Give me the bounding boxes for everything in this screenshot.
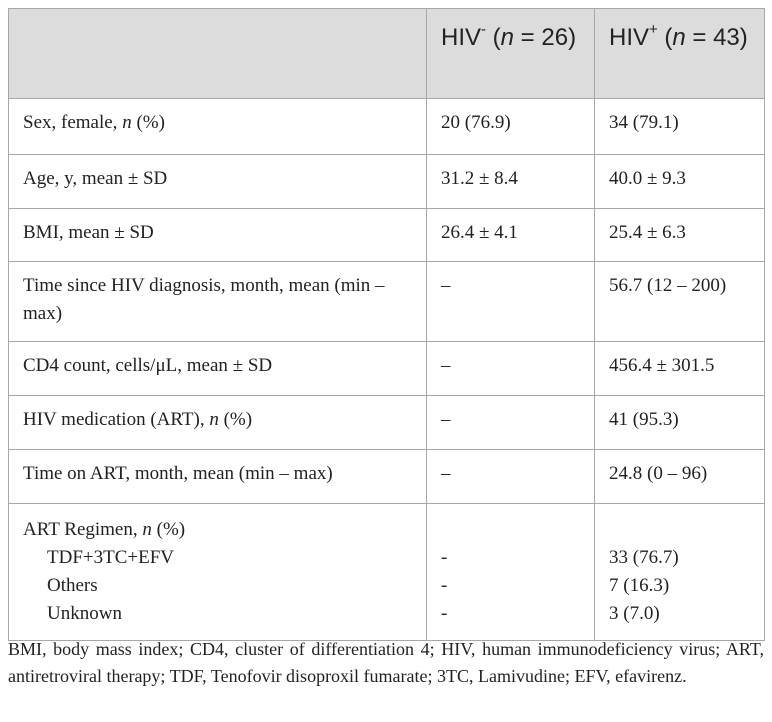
label-text: ART Regimen, (23, 519, 143, 540)
row-label: BMI, mean ± SD (9, 209, 427, 262)
table-row-time-on-art (9, 450, 765, 504)
cell-hiv-positive: 40.0 ± 9.3 (595, 155, 765, 209)
cell-hiv-positive: 25.4 ± 6.3 (595, 209, 765, 262)
header-characteristic (9, 9, 427, 99)
regimen-item-pos: 7 (16.3) (609, 575, 670, 596)
regimen-item-label: TDF+3TC+EFV (47, 547, 174, 568)
row-label (9, 396, 427, 450)
cell-hiv-positive: 24.8 (0 – 96) (595, 450, 765, 504)
regimen-item-pos: 3 (7.0) (609, 603, 660, 624)
spacer (441, 516, 580, 544)
row-label: Age, y, mean ± SD (9, 155, 427, 209)
table-row-art-regimen (9, 504, 765, 641)
cell-hiv-positive: 456.4 ± 301.5 (595, 342, 765, 396)
table-row-age (9, 155, 765, 209)
table-row-cd4-count (9, 342, 765, 396)
cell-hiv-negative: 26.4 ± 4.1 (427, 209, 595, 262)
demographics-table (8, 8, 765, 641)
cell-hiv-negative: – (427, 396, 595, 450)
cell-hiv-negative: – (427, 262, 595, 342)
regimen-heading (23, 516, 412, 544)
cell-hiv-positive: 34 (79.1) (595, 99, 765, 155)
header-hiv-positive-open: ( (657, 24, 673, 51)
header-hiv-positive-sup: + (649, 21, 658, 38)
label-suffix: (%) (131, 112, 165, 133)
regimen-item-label: Others (47, 575, 98, 596)
label-n: n (142, 519, 152, 540)
header-hiv-negative-prefix: HIV (441, 24, 482, 51)
row-label (9, 99, 427, 155)
regimen-item-neg: - (441, 575, 448, 596)
label-suffix: (%) (218, 409, 253, 430)
header-hiv-positive-rest: = 43) (685, 24, 748, 51)
regimen-item-label: Unknown (47, 603, 122, 624)
header-hiv-positive-n: n (672, 24, 686, 51)
cell-hiv-positive: 56.7 (12 – 200) (595, 262, 765, 342)
spacer (609, 516, 750, 544)
header-hiv-positive-prefix: HIV (609, 24, 650, 51)
row-label: CD4 count, cells/μL, mean ± SD (9, 342, 427, 396)
cell-hiv-negative: 20 (76.9) (427, 99, 595, 155)
label-suffix: (%) (151, 519, 186, 540)
cell-hiv-negative: 31.2 ± 8.4 (427, 155, 595, 209)
header-hiv-negative-rest: = 26) (514, 24, 577, 51)
header-hiv-positive (595, 9, 765, 99)
header-hiv-negative-n: n (500, 24, 515, 51)
label-n: n (209, 409, 219, 430)
regimen-item-neg: - (441, 547, 448, 568)
cell-hiv-negative: – (427, 342, 595, 396)
table-footnote: BMI, body mass index; CD4, cluster of differentiation 4; HIV, human immunodeficiency virus; ART, antiretroviral therapy; TDF, Tenofovir disoproxil fumarate; 3TC, Lamivudine; EFV, efavirenz. (8, 639, 764, 686)
label-text: HIV medication (ART), (23, 409, 210, 430)
table-row-sex (9, 99, 765, 155)
cell-hiv-negative (427, 504, 595, 641)
row-label (9, 504, 427, 641)
label-n: n (122, 112, 132, 133)
cell-hiv-positive: 41 (95.3) (595, 396, 765, 450)
table-row-time-since-diagnosis (9, 262, 765, 342)
header-row (9, 9, 765, 99)
header-hiv-negative-open: ( (485, 24, 501, 51)
header-hiv-negative-sup: - (481, 21, 486, 38)
cell-hiv-positive (595, 504, 765, 641)
table-row-hiv-medication (9, 396, 765, 450)
header-hiv-negative (427, 9, 595, 99)
row-label: Time since HIV diagnosis, month, mean (min – max) (9, 262, 427, 342)
label-text: Sex, female, (23, 112, 123, 133)
table-row-bmi (9, 209, 765, 262)
regimen-item-neg: - (441, 603, 448, 624)
cell-hiv-negative: – (427, 450, 595, 504)
row-label: Time on ART, month, mean (min – max) (9, 450, 427, 504)
regimen-item-pos: 33 (76.7) (609, 547, 679, 568)
